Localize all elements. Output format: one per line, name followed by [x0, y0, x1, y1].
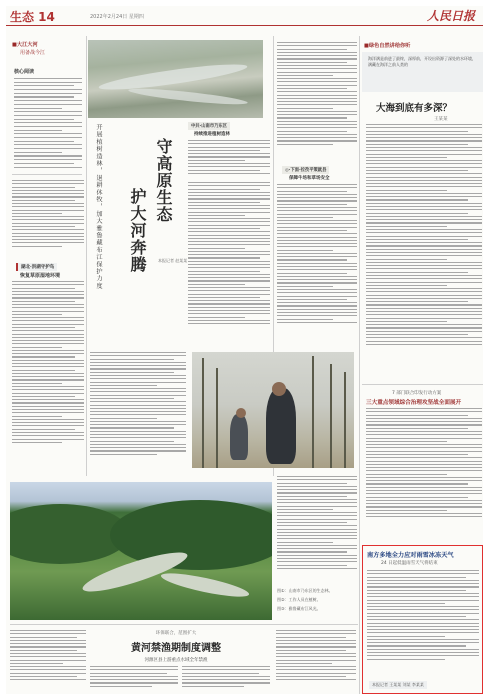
left-body-text-2 [12, 281, 84, 466]
mid-tag-1b: 持续推进植树造林 [194, 132, 230, 137]
left-subhead-2: 湖北·洪湖守护鸟 [16, 263, 57, 271]
issue-date: 2022年2月24日 星期四 [90, 14, 144, 20]
col3-body-text-2 [277, 184, 357, 346]
right-divider-1 [362, 384, 483, 385]
left-divider [12, 174, 82, 175]
right-box-title: 三大重点领域综合治理攻坚战全面展开 [366, 400, 462, 406]
photo-caption-2: 图②：工作人员在植树。 [277, 597, 321, 602]
left-subhead-1: 核心阅读 [14, 69, 35, 75]
hero-title-part1: 守高原生态 [154, 138, 173, 223]
bottom-text-4 [276, 630, 356, 692]
right-intro-box [362, 52, 483, 92]
bottom-subtitle: 河源区县上游重点水域全年禁渔 [144, 658, 208, 663]
red-box-title: 南方多地全力应对雨雪冰冻天气 [367, 552, 454, 559]
left-body-text-1 [12, 180, 84, 258]
left-intro-text [14, 78, 82, 178]
right-article-title: 大海到底有多深？ [376, 103, 453, 114]
col3-body-text-1 [277, 42, 357, 160]
bottom-kicker: 环保联合，范围扩大 [155, 631, 197, 636]
column-divider-1 [86, 36, 87, 476]
hero-byline: 本报记者 赵某某 [158, 258, 188, 263]
mid-body-text-1 [188, 140, 270, 180]
photo-caption-1: 图①：山南市乃东区的生态林。 [277, 588, 333, 593]
right-kicker: ■绿色自然讲给你听 [364, 43, 411, 49]
bottom-article-heading [86, 630, 266, 663]
red-box-body [367, 570, 479, 674]
right-author: 王某某 [434, 117, 448, 122]
bottom-divider [10, 624, 358, 625]
col3-tag-2b: 保障牛场和草场安全 [289, 176, 330, 181]
left-kicker: ■大江大河 [12, 42, 38, 48]
bottom-text-2 [90, 666, 178, 694]
mid-body-text-2 [188, 182, 270, 348]
bottom-left-text [10, 630, 86, 692]
right-intro-text: 海洋满是前进了最终，深厚前，开设出资源了深处的水环境，满藏在海洋之前人类的 [368, 56, 476, 67]
hero-photo-river [88, 40, 263, 118]
mid-body-text-3 [90, 352, 186, 472]
photo-captions-block [277, 588, 357, 618]
photo-river-valley [10, 482, 272, 620]
right-body-text-1 [366, 124, 482, 380]
hero-title-part2: 护大河奔腾 [128, 188, 147, 273]
right-box-head: 7 部门联合印发行动方案 [392, 391, 442, 396]
column-divider-3 [359, 36, 360, 694]
section-title: 生态 14 [10, 10, 55, 24]
bottom-text-3 [182, 666, 270, 694]
page-header [6, 6, 483, 26]
newspaper-page [6, 6, 483, 694]
bottom-title: 黄河禁渔期制度调整 [131, 643, 221, 654]
red-box-byline: 本报记者 王某某 刘某 李某某 [369, 681, 427, 689]
left-subhead-2b: 恢复草原湿地环境 [20, 273, 61, 279]
newspaper-logo: 人民日报 [426, 9, 475, 23]
mid-tag-1: 中共·山南市乃东区 [188, 122, 230, 130]
col3-tag-2: ◎·下面·拉孜平策就县 [282, 166, 329, 174]
photo-tree-planting [192, 352, 354, 468]
photo-caption-3: 图③：雅鲁藏布江风光。 [277, 606, 321, 611]
highlighted-article[interactable] [362, 545, 483, 694]
right-body-text-2 [366, 408, 482, 536]
left-kicker-sub: 用备战今江 [20, 50, 46, 56]
red-box-subtitle: 24 日起低温雨雪天气将结束 [381, 561, 438, 566]
col3-body-text-3 [277, 476, 357, 586]
hero-subtitle: 开展植树造林，退耕休牧，加大雅鲁藏布江保护力度 [95, 124, 102, 290]
